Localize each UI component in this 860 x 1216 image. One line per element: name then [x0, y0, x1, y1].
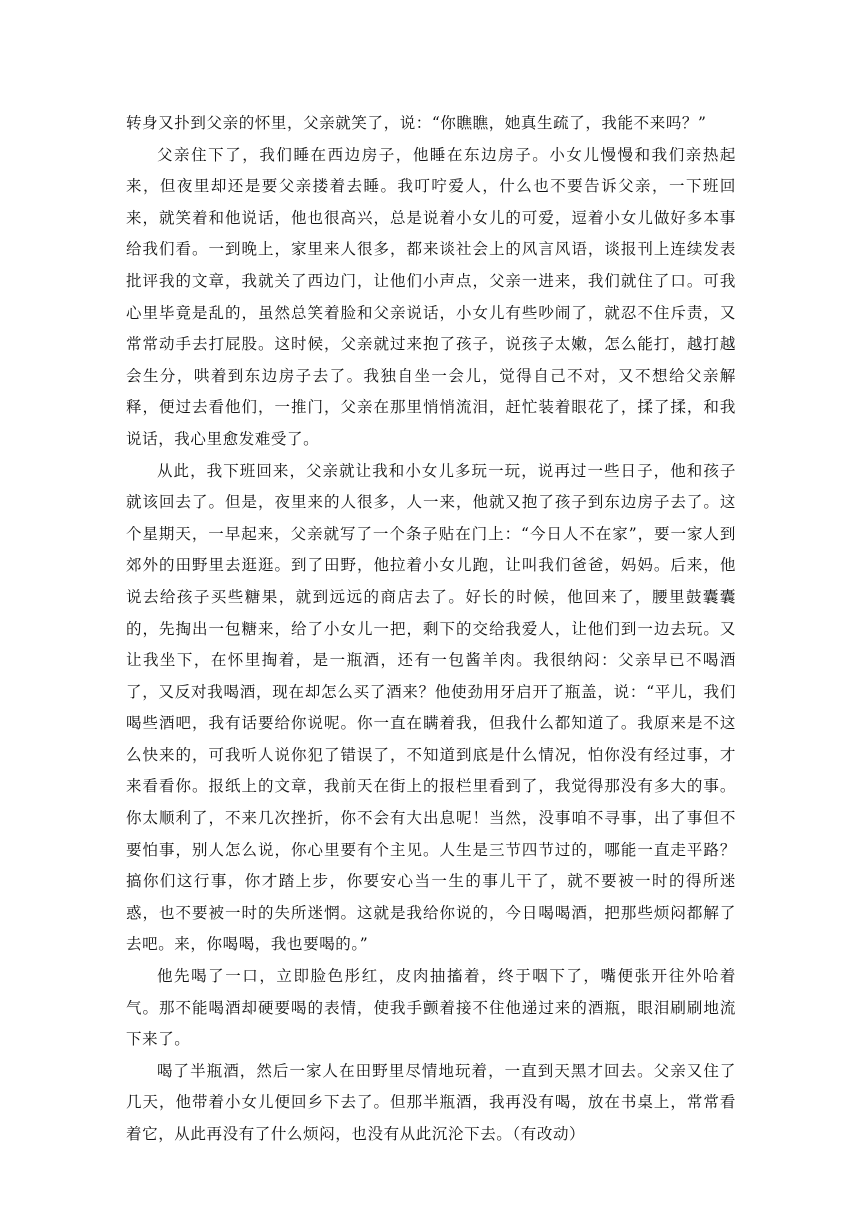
paragraph-2: 父亲住下了，我们睡在西边房子，他睡在东边房子。小女儿慢慢和我们亲热起来，但夜里却还是要父亲搂着去睡。我叮咛爱人，什么也不要告诉父亲，一下班回来，就笑着和他说话，他也很高兴，总是说着小女儿的可爱，逗着小女儿做好多本事给我们看。一到晚上，家里来人很多，都来谈社会上的风言风语，谈报刊上连续发表批评我的文章，我就关了西边门，让他们小声点，父亲一进来，我们就住了口。可我心里毕竟是乱的，虽然总笑着脸和父亲说话，小女儿有些吵闹了，就忍不住斥责，又常常动手去打屁股。这时候，父亲就过来抱了孩子，说孩子太嫩，怎么能打，越打越会生分，哄着到东边房子去了。我独自坐一会儿，觉得自己不对，又不想给父亲解释，便过去看他们，一推门，父亲在那里悄悄流泪，赶忙装着眼花了，揉了揉，和我说话，我心里愈发难受了。	[126, 145, 736, 448]
article-body	[126, 108, 736, 1151]
paragraph-3: 从此，我下班回来，父亲就让我和小女儿多玩一玩，说再过一些日子，他和孩子就该回去了。但是，夜里来的人很多，人一来，他就又抱了孩子到东边房子去了。这个星期天，一早起来，父亲就写了一个条子贴在门上：“今日人不在家”，要一家人到郊外的田野里去逛逛。到了田野，他拉着小女儿跑，让叫我们爸爸，妈妈。后来，他说去给孩子买些糖果，就到远远的商店去了。好长的时候，他回来了，腰里鼓囊囊的，先掏出一包糖来，给了小女儿一把，剩下的交给我爱人，让他们到一边去玩。又让我坐下，在怀里掏着，是一瓶酒，还有一包酱羊肉。我很纳闷：父亲早已不喝酒了，又反对我喝酒，现在却怎么买了酒来？他使劲用牙启开了瓶盖，说：“平儿，我们喝些酒吧，我有话要给你说呢。你一直在瞒着我，但我什么都知道了。我原来是不这么快来的，可我听人说你犯了错误了，不知道到底是什么情况，怕你没有经过事，才来看看你。报纸上的文章，我前天在街上的报栏里看到了，我觉得那没有多大的事。你太顺利了，不来几次挫折，你不会有大出息呢！当然，没事咱不寻事，出了事但不要怕事，别人怎么说，你心里要有个主见。人生是三节四节过的，哪能一直走平路？搞你们这行事，你才踏上步，你要安心当一生的事儿干了，就不要被一时的得所迷惑，也不要被一时的失所迷惘。这就是我给你说的，今日喝喝酒，把那些烦闷都解了去吧。来，你喝喝，我也要喝的。”	[126, 461, 736, 954]
paragraph-5: 喝了半瓶酒，然后一家人在田野里尽情地玩着，一直到天黑才回去。父亲又住了几天，他带着小女儿便回乡下去了。但那半瓶酒，我再没有喝，放在书桌上，常常看着它，从此再没有了什么烦闷，也没有从此沉沦下去。（有改动）	[126, 1061, 736, 1143]
paragraph-1: 转身又扑到父亲的怀里，父亲就笑了，说：“你瞧瞧，她真生疏了，我能不来吗？”	[126, 114, 707, 132]
paragraph-4: 他先喝了一口，立即脸色彤红，皮肉抽搐着，终于咽下了，嘴便张开往外哈着气。那不能喝酒却硬要喝的表情，使我手颤着接不住他递过来的酒瓶，眼泪刷刷地流下来了。	[126, 967, 736, 1049]
